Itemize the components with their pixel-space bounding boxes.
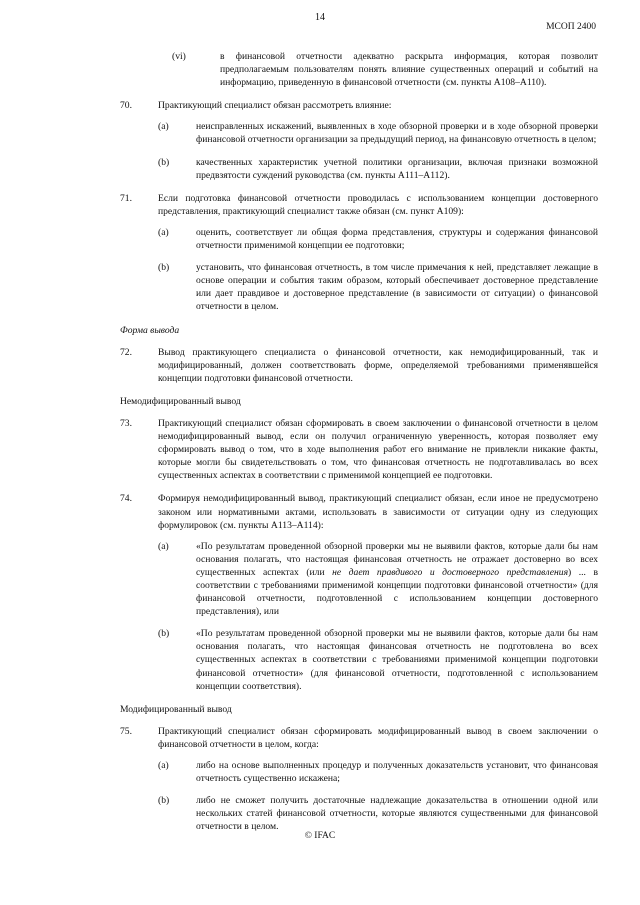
paragraph-72 [120, 346, 598, 385]
subitem-label: (a) [158, 540, 169, 552]
paragraph-text: Практикующий специалист обязан сформировать в своем заключении о финансовой отчетности в целом немодифицированный вывод, если он получил ограниченную уверенность, которая позволяет ему сформировать вывод о том, что в ходе выполнения работ его внимание не привлекли никакие факты, которые могли бы свидетельствовать о том, что финансовая отчетность не подготавливалась во всех существенных аспектах в соответствии с применимой концепцией ее подготовки. [158, 417, 598, 482]
subitem-label: (b) [158, 795, 170, 807]
section-heading-unmodified: Немодифицированный вывод [120, 395, 241, 407]
subitem-label: (a) [158, 760, 169, 772]
subitem-75b [158, 794, 598, 833]
subitem-label: (b) [158, 628, 170, 640]
subitem-text: неисправленных искажений, выявленных в ходе обзорной проверки и в ходе обзорной проверки финансовой отчетности организации за предыдущий период, на финансовую отчетность в целом; [196, 121, 598, 146]
subitem-text: в финансовой отчетности адекватно раскрыта информация, которая позволит предполагаемым пользователям понять влияние существенных операций и событий на информацию, приведенную в финансовой отчетности (см. пункты А108–А110). [220, 51, 598, 89]
subitem-70a [158, 120, 598, 146]
paragraph-73 [120, 417, 598, 482]
document-body [120, 50, 598, 844]
subitem-label: (a) [158, 226, 169, 238]
paragraph-text: Формируя немодифицированный вывод, практикующий специалист обязан, если иное не предусмотрено законом или нормативными актами, использовать в зависимости от ситуации одну из следующих формулировок (см. пункты А113–А114): [158, 493, 598, 531]
subitem-label: (b) [158, 262, 170, 274]
paragraph-number: 73. [120, 417, 132, 429]
subitem-text-part: «По результатам проведенной обзорной проверки мы не выявили фактов, которые дали бы нам основания полагать, что настоящая финансовая отчетность не отражает достоверно во всех существенных аспектах (или [196, 540, 598, 578]
paragraph-number: 71. [120, 192, 132, 204]
subitem-75a [158, 759, 598, 785]
subitem-text: либо не сможет получить достаточные надлежащие доказательства в отношении одной или нескольких статей финансовой отчетности, которые являются существенными для финансовой отчетности в целом. [196, 795, 598, 833]
paragraph-text: Практикующий специалист обязан сформировать модифицированный вывод в своем заключении о финансовой отчетности в целом, когда: [158, 725, 598, 750]
section-heading-modified: Модифицированный вывод [120, 703, 232, 715]
paragraph-75 [120, 725, 598, 834]
subitem-text: оценить, соответствует ли общая форма представления, структуры и содержания финансовой отчетности применимой концепции ее подготовки; [196, 226, 598, 252]
standard-code: МСОП 2400 [546, 22, 596, 32]
paragraph-number: 72. [120, 346, 132, 358]
subitem-71b [158, 261, 598, 313]
paragraph-74 [120, 492, 598, 692]
paragraph-71 [120, 192, 598, 314]
paragraph-text: Вывод практикующего специалиста о финансовой отчетности, как немодифицированный, так и модифицированный, должен соответствовать форме, определяемой требованиями применявшейся концепции подготовки финансовой отчетности. [158, 346, 598, 384]
subitem-70b [158, 156, 598, 182]
paragraph-number: 70. [120, 100, 132, 112]
subitem-text: «По результатам проведенной обзорной проверки мы не выявили фактов, которые дали бы нам основания полагать, что настоящая финансовая отчетность не подготовлена во всех существенных аспектах в соответствии с требованиями применимой концепции подготовки финансовой отчетности» (для финансовой отчетности, подготовленной с использованием концепции соответствия). [196, 628, 598, 692]
paragraph-number: 74. [120, 493, 132, 505]
section-heading-form: Форма вывода [120, 324, 180, 336]
subitem-label: (b) [158, 156, 170, 168]
paragraph-number: 75. [120, 725, 132, 737]
subitem-74b [158, 627, 598, 692]
subitem-text: либо на основе выполненных процедур и полученных доказательств установит, что финансовая отчетность существенно искажена; [196, 760, 598, 785]
paragraph-text: Если подготовка финансовой отчетности проводилась с использованием концепции достоверного представления, практикующий специалист также обязан (см. пункт А109): [158, 192, 598, 217]
paragraph-text: Практикующий специалист обязан рассмотреть влияние: [158, 100, 392, 112]
subitem-text: качественных характеристик учетной политики организации, включая признаки возможной предвзятости суждений руководства (см. пункты А111–А112). [196, 156, 598, 181]
subitem-vi [172, 50, 598, 89]
subitem-text: установить, что финансовая отчетность, в том числе примечания к ней, представляет лежащие в основе операции и события таким образом, который обеспечивает достоверное представление или дает правдивое и достоверное представление (в зависимости от ситуации) о финансовой отчетности в целом. [196, 262, 598, 313]
subitem-label: (a) [158, 121, 169, 133]
subitem-text-italic: не дает правдивого и достоверного представления [332, 566, 569, 578]
page-number: 14 [315, 12, 325, 23]
copyright-footer: © IFAC [304, 831, 336, 841]
subitem-text-part: ) ... в соответствии с требованиями применимой концепции подготовки финансовой отчетности» (для финансовой отчетности, подготовленной с использованием концепции достоверного представления), или [196, 566, 599, 618]
subitem-74a [158, 540, 598, 619]
subitem-label: (vi) [172, 51, 186, 62]
subitem-71a [158, 226, 598, 252]
paragraph-70 [120, 99, 598, 181]
